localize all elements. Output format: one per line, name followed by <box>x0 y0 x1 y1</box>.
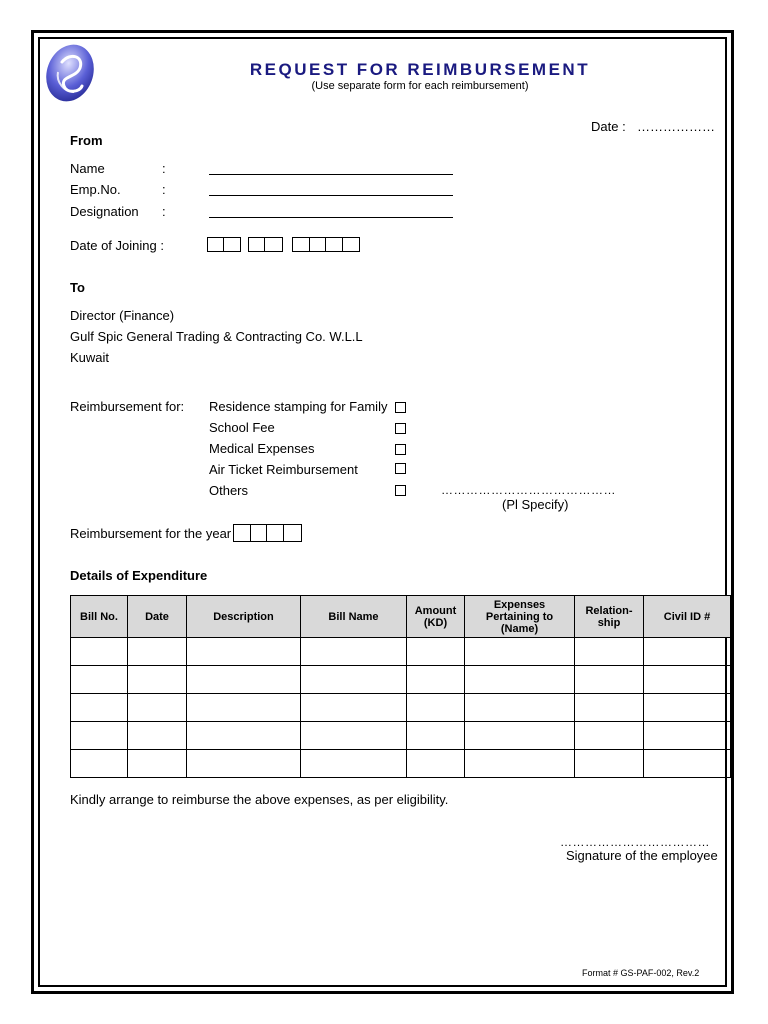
table-cell[interactable] <box>644 694 731 722</box>
date-label: Date : <box>591 119 626 134</box>
option-others-checkbox[interactable] <box>395 485 406 496</box>
table-cell[interactable] <box>128 722 187 750</box>
option-school-fee-label: School Fee <box>209 420 275 435</box>
option-residence-label: Residence stamping for Family <box>209 399 388 414</box>
table-cell[interactable] <box>407 638 465 666</box>
table-cell[interactable] <box>187 638 301 666</box>
name-colon: : <box>162 161 166 176</box>
company-logo-icon <box>40 42 100 104</box>
emp-no-label: Emp.No. <box>70 182 121 197</box>
designation-colon: : <box>162 204 166 219</box>
column-header: Description <box>187 596 301 638</box>
table-cell[interactable] <box>301 750 407 778</box>
column-header: Relation-ship <box>575 596 644 638</box>
table-cell[interactable] <box>71 638 128 666</box>
others-specify-field[interactable]: …………………………………… <box>441 483 616 497</box>
table-cell[interactable] <box>465 694 575 722</box>
date-of-joining-label: Date of Joining : <box>70 238 164 253</box>
table-cell[interactable] <box>575 694 644 722</box>
specify-hint: (Pl Specify) <box>502 497 569 512</box>
table-cell[interactable] <box>465 750 575 778</box>
table-cell[interactable] <box>575 750 644 778</box>
option-air-ticket-label: Air Ticket Reimbursement <box>209 462 358 477</box>
option-medical-label: Medical Expenses <box>209 441 315 456</box>
table-cell[interactable] <box>465 722 575 750</box>
table-cell[interactable] <box>465 666 575 694</box>
table-cell[interactable] <box>128 694 187 722</box>
table-row <box>71 694 731 722</box>
table-cell[interactable] <box>644 638 731 666</box>
column-header: Bill Name <box>301 596 407 638</box>
column-header: Date <box>128 596 187 638</box>
table-cell[interactable] <box>575 666 644 694</box>
table-cell[interactable] <box>128 750 187 778</box>
table-row <box>71 722 731 750</box>
option-residence-checkbox[interactable] <box>395 402 406 413</box>
page-title: REQUEST FOR REIMBURSEMENT <box>249 60 591 79</box>
option-school-fee-checkbox[interactable] <box>395 423 406 434</box>
to-line-1: Director (Finance) <box>70 308 175 323</box>
column-header: Civil ID # <box>644 596 731 638</box>
to-line-3: Kuwait <box>70 350 110 365</box>
table-cell[interactable] <box>128 666 187 694</box>
signature-field[interactable]: ……………………………… <box>560 835 710 849</box>
table-cell[interactable] <box>575 638 644 666</box>
table-cell[interactable] <box>187 694 301 722</box>
table-cell[interactable] <box>71 750 128 778</box>
table-cell[interactable] <box>301 722 407 750</box>
option-others-label: Others <box>209 483 249 498</box>
closing-statement: Kindly arrange to reimburse the above expenses, as per eligibility. <box>70 792 449 807</box>
table-cell[interactable] <box>407 722 465 750</box>
form-code-footer: Format # GS-PAF-002, Rev.2 <box>582 968 700 978</box>
column-header: Bill No. <box>71 596 128 638</box>
table-cell[interactable] <box>128 638 187 666</box>
joining-day-boxes[interactable] <box>207 237 241 252</box>
emp-no-input-line[interactable] <box>209 195 453 196</box>
expenditure-heading: Details of Expenditure <box>70 568 208 583</box>
joining-month-boxes[interactable] <box>248 237 283 252</box>
page-subtitle: (Use separate form for each reimbursement) <box>311 80 529 92</box>
table-cell[interactable] <box>644 666 731 694</box>
column-header: Expenses Pertaining to (Name) <box>465 596 575 638</box>
table-cell[interactable] <box>71 666 128 694</box>
designation-label: Designation <box>70 204 139 219</box>
table-cell[interactable] <box>407 750 465 778</box>
joining-year-boxes[interactable] <box>292 237 360 252</box>
table-row <box>71 666 731 694</box>
year-input-boxes[interactable] <box>233 524 302 542</box>
expenditure-table <box>70 595 731 778</box>
table-cell[interactable] <box>575 722 644 750</box>
from-heading: From <box>70 133 103 148</box>
table-cell[interactable] <box>187 722 301 750</box>
date-value-field[interactable]: ……………… <box>637 119 715 134</box>
table-row <box>71 750 731 778</box>
table-cell[interactable] <box>301 638 407 666</box>
year-label: Reimbursement for the year <box>70 526 232 541</box>
table-header-row <box>71 596 731 638</box>
reimbursement-for-label: Reimbursement for: <box>70 399 185 414</box>
table-cell[interactable] <box>407 666 465 694</box>
option-medical-checkbox[interactable] <box>395 444 406 455</box>
table-cell[interactable] <box>301 694 407 722</box>
table-cell[interactable] <box>187 750 301 778</box>
table-cell[interactable] <box>407 694 465 722</box>
option-air-ticket-checkbox[interactable] <box>395 463 406 474</box>
table-row <box>71 638 731 666</box>
to-line-2: Gulf Spic General Trading & Contracting Co. W.L.L <box>70 329 363 344</box>
table-cell[interactable] <box>71 694 128 722</box>
to-heading: To <box>70 280 85 295</box>
column-header: Amount (KD) <box>407 596 465 638</box>
emp-no-colon: : <box>162 182 166 197</box>
table-cell[interactable] <box>644 750 731 778</box>
table-cell[interactable] <box>71 722 128 750</box>
table-cell[interactable] <box>644 722 731 750</box>
name-label: Name <box>70 161 105 176</box>
table-cell[interactable] <box>187 666 301 694</box>
designation-input-line[interactable] <box>209 217 453 218</box>
name-input-line[interactable] <box>209 174 453 175</box>
signature-label: Signature of the employee <box>566 848 718 863</box>
table-cell[interactable] <box>301 666 407 694</box>
table-cell[interactable] <box>465 638 575 666</box>
